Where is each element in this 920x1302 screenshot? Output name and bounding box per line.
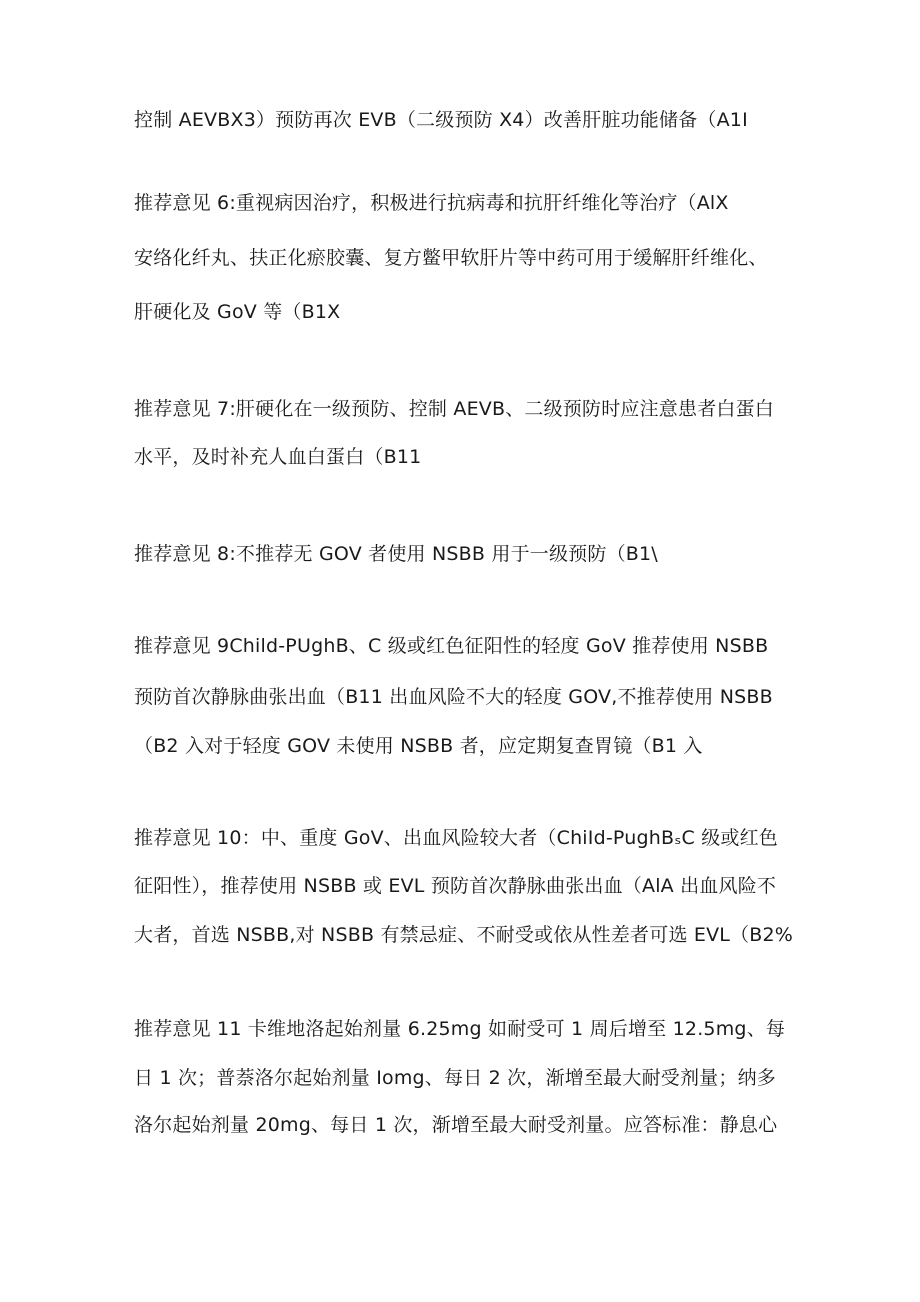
recommendation-7-line-1: 推荐意见 7:肝硬化在一级预防、控制 AEVB、二级预防时应注意患者白蛋白 [134, 398, 775, 420]
recommendation-7-line-2: 水平，及时补充人血白蛋白（B11 [134, 446, 422, 468]
recommendation-6-line-3: 肝硬化及 GoV 等（B1X [134, 301, 341, 323]
recommendation-9-line-1: 推荐意见 9Child-PUghB、C 级或红色征阳性的轻度 GoV 推荐使用 NSBB [134, 635, 769, 657]
recommendation-10-line-1: 推荐意见 10：中、重度 GoV、出血风险较大者（ChiId-PughBₛC 级或红色 [134, 827, 779, 849]
recommendation-8-line-1: 推荐意见 8:不推荐无 GOV 者使用 NSBB 用于一级预防（B1\ [134, 543, 658, 565]
recommendation-11-line-3: 洛尔起始剂量 20mg、每日 1 次，渐增至最大耐受剂量。应答标准：静息心 [134, 1114, 778, 1136]
recommendation-10-line-2: 征阳性），推荐使用 NSBB 或 EVL 预防首次静脉曲张出血（AlA 出血风险不 [134, 875, 777, 897]
recommendation-9-line-2: 预防首次静脉曲张出血（B11 出血风险不大的轻度 GOV,不推荐使用 NSBB [134, 686, 773, 708]
paragraph-1-line-1: 控制 AEVBX3）预防再次 EVB（二级预防 X4）改善肝脏功能储备（A1I [134, 109, 748, 131]
recommendation-6-line-1: 推荐意见 6:重视病因治疗，积极进行抗病毒和抗肝纤维化等治疗（AlX [134, 192, 729, 214]
recommendation-11-line-1: 推荐意见 11 卡维地洛起始剂量 6.25mg 如耐受可 1 周后增至 12.5mg、每 [134, 1018, 786, 1040]
recommendation-6-line-2: 安络化纤丸、扶正化瘀胶囊、复方鳖甲软肝片等中药可用于缓解肝纤维化、 [134, 247, 768, 269]
recommendation-9-line-3: （B2 入对于轻度 GOV 未使用 NSBB 者，应定期复查胃镜（B1 入 [134, 735, 703, 757]
recommendation-10-line-3: 大者，首选 NSBB,对 NSBB 有禁忌症、不耐受或依从性差者可选 EVL（B2% [134, 924, 794, 946]
recommendation-11-line-2: 日 1 次；普萘洛尔起始剂量 Iomg、每日 2 次，渐增至最大耐受剂量；纳多 [134, 1067, 776, 1089]
